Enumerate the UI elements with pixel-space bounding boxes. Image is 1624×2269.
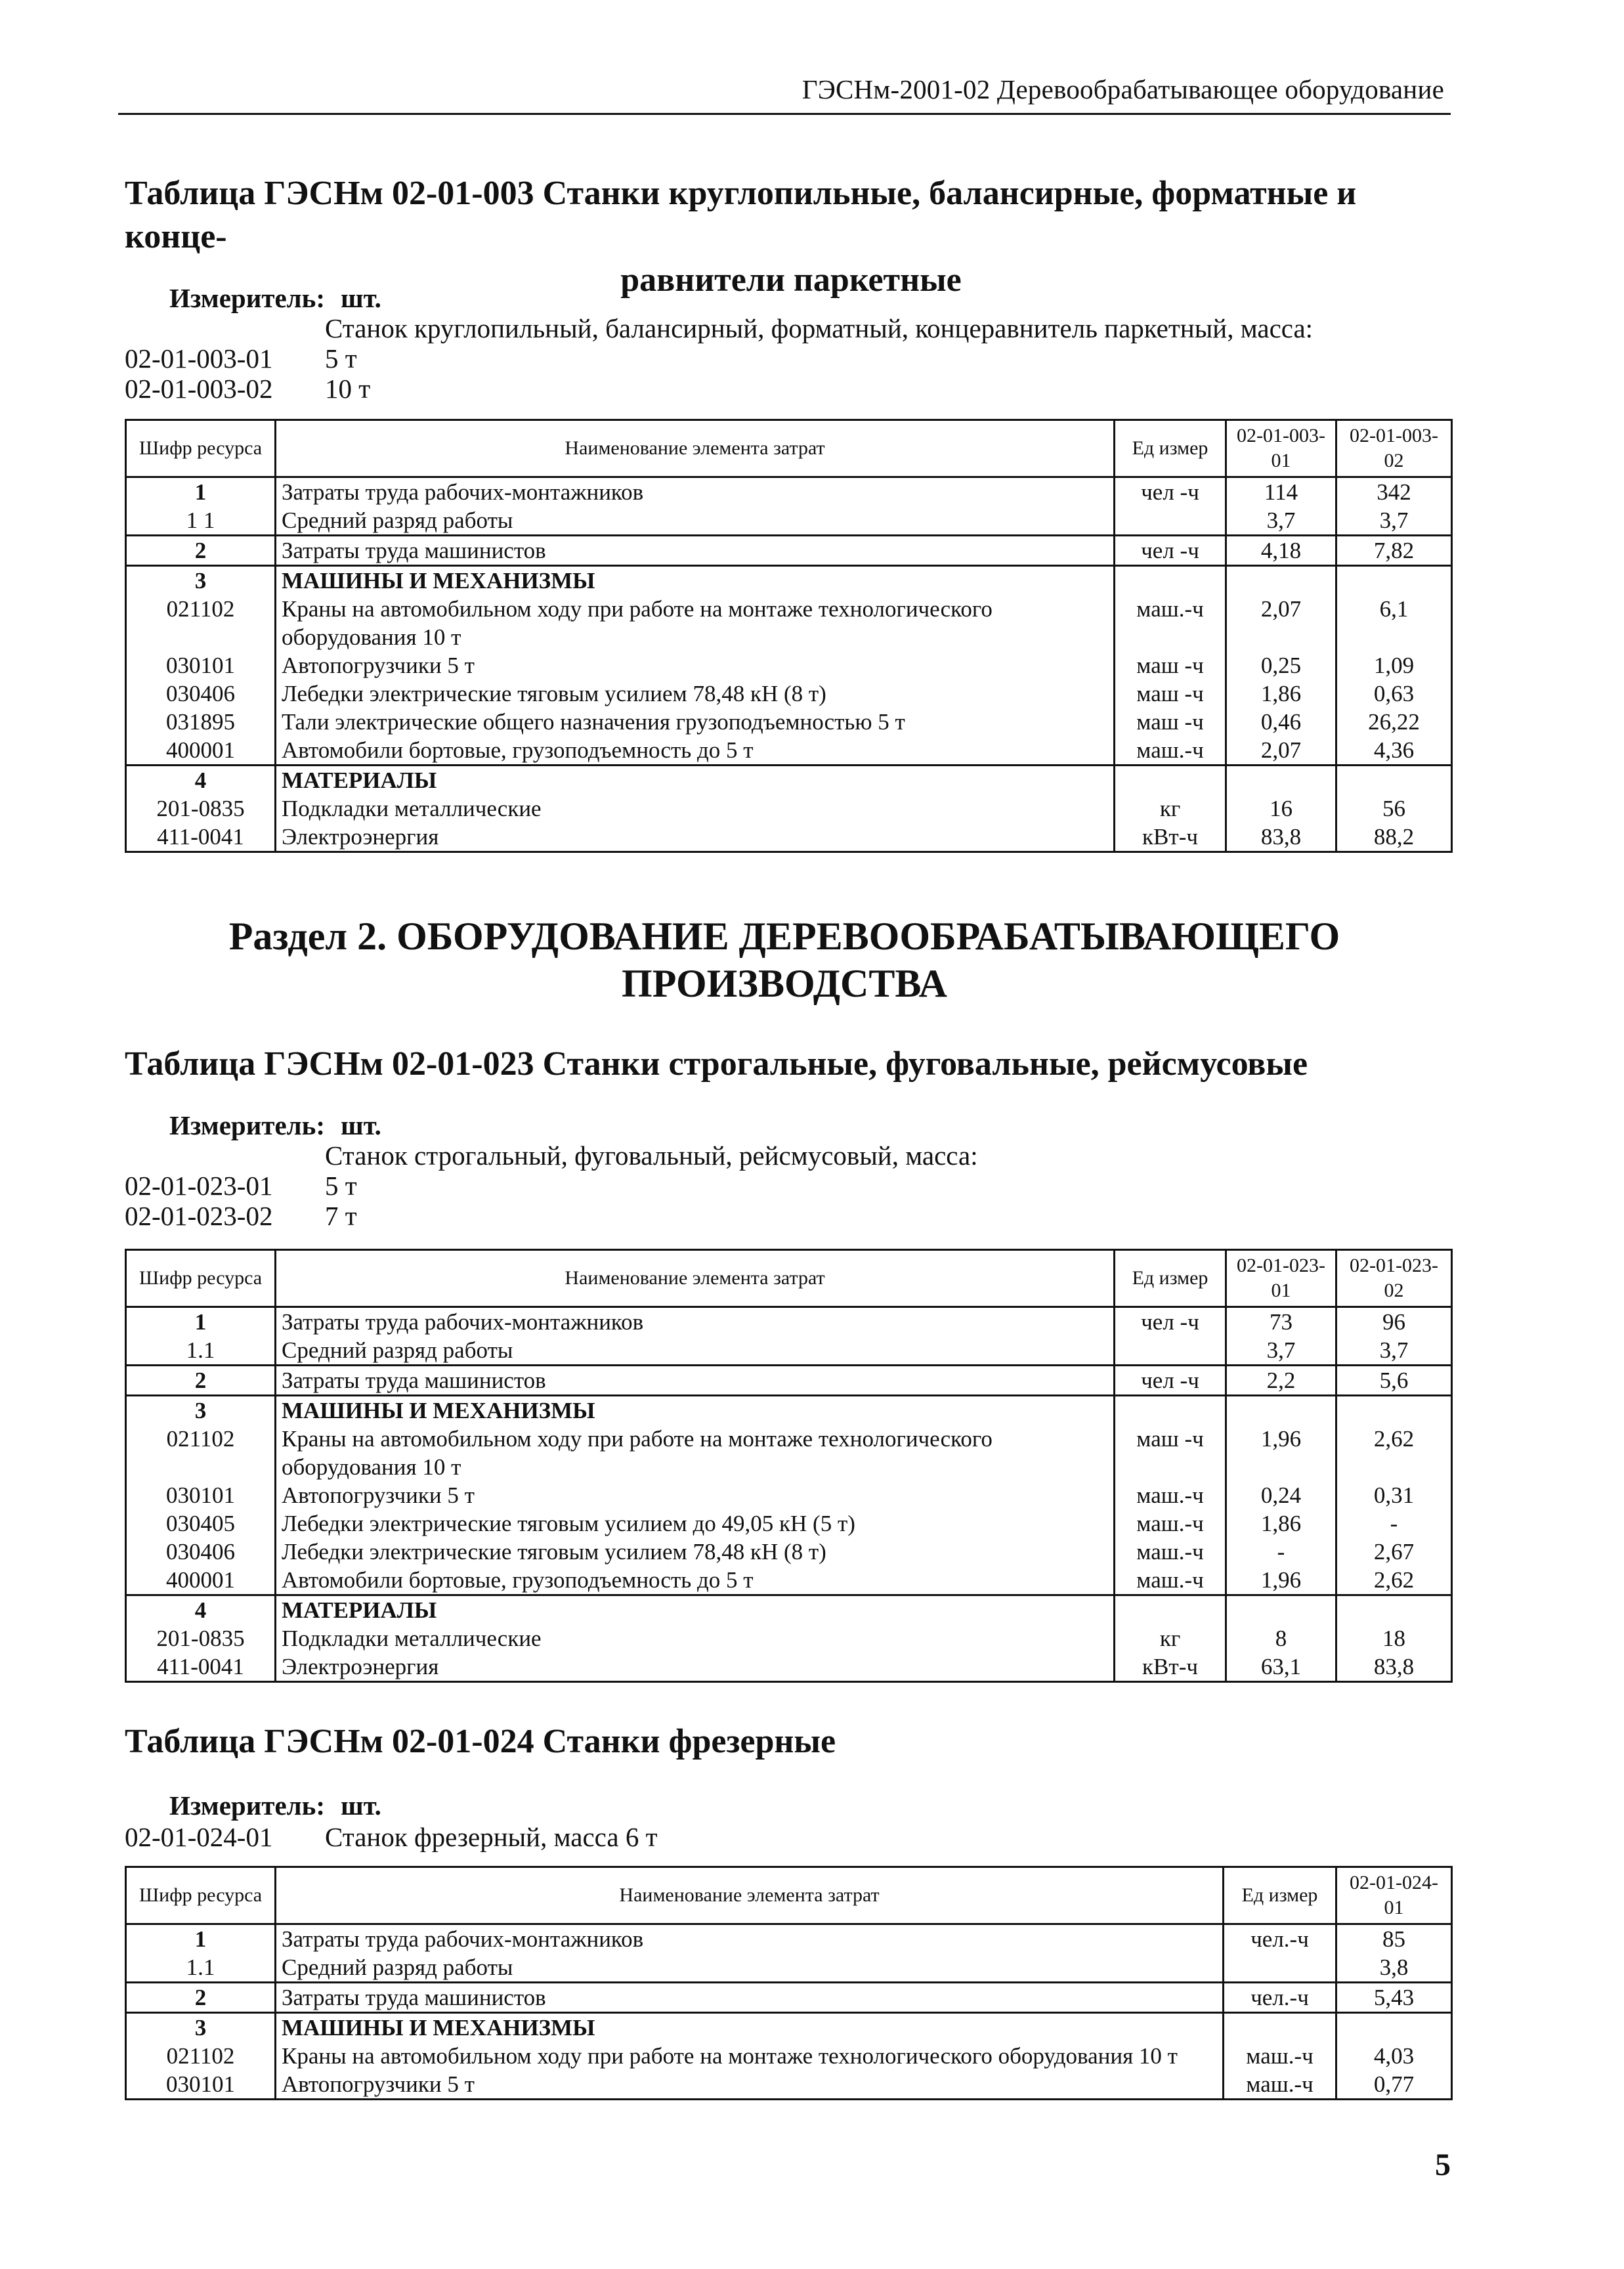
element-name-cell: Затраты труда рабочих-монтажников <box>276 1924 1224 1954</box>
table-row <box>126 536 1452 566</box>
resource-code-cell: 1.1 <box>126 1953 276 1983</box>
unit-cell <box>1224 2013 1336 2042</box>
resource-code-cell: 030101 <box>126 2070 276 2100</box>
resource-code-cell: 030101 <box>126 1481 276 1509</box>
resource-code-cell: 4 <box>126 1595 276 1625</box>
element-name-cell: Лебедки электрические тяговым усилием 78,48 кН (8 т) <box>276 680 1115 708</box>
table-row <box>126 651 1452 680</box>
unit-cell: маш -ч <box>1115 708 1226 736</box>
header-resource-code: Шифр ресурса <box>126 420 276 477</box>
value-cell-1: 1,96 <box>1226 1425 1336 1481</box>
code: 02-01-003-01 <box>125 343 273 374</box>
table2-title: Таблица ГЭСНм 02-01-023 Станки строгальные, фуговальные, рейсмусовые <box>125 1045 1308 1083</box>
value-cell-2: 5,6 <box>1336 1366 1452 1396</box>
resource-code-cell: 2 <box>126 1983 276 2013</box>
resource-code-cell: 400001 <box>126 1566 276 1595</box>
value-cell-2: 26,22 <box>1336 708 1452 736</box>
meter-label: Измеритель: <box>169 1790 326 1821</box>
resource-code-cell: 411-0041 <box>126 1653 276 1682</box>
header-col-1: 02-01-023-01 <box>1226 1250 1336 1307</box>
unit-cell: маш.-ч <box>1224 2042 1336 2070</box>
element-name-cell: Средний разряд работы <box>276 1336 1115 1366</box>
resource-code-cell: 3 <box>126 566 276 595</box>
unit-cell <box>1224 1953 1336 1983</box>
value-cell-2: 342 <box>1336 477 1452 507</box>
element-name-cell: Автопогрузчики 5 т <box>276 1481 1115 1509</box>
value-cell-1 <box>1226 766 1336 795</box>
value-cell-1: 1,86 <box>1226 680 1336 708</box>
element-name-cell: Затраты труда рабочих-монтажников <box>276 477 1115 507</box>
value-cell-2: 2,62 <box>1336 1425 1452 1481</box>
value-cell-1: 83,8 <box>1226 823 1336 852</box>
unit-cell: маш.-ч <box>1115 1566 1226 1595</box>
value-cell-1: 2,2 <box>1226 1366 1336 1396</box>
table3-title: Таблица ГЭСНм 02-01-024 Станки фрезерные <box>125 1723 836 1760</box>
table-row <box>126 823 1452 852</box>
unit-cell: маш -ч <box>1115 1425 1226 1481</box>
header-rule <box>118 113 1451 115</box>
table-row <box>126 1624 1452 1653</box>
header-element-name: Наименование элемента затрат <box>276 1867 1224 1924</box>
element-name-cell: Автопогрузчики 5 т <box>276 2070 1224 2100</box>
code-value: 10 т <box>325 374 371 404</box>
element-name-cell: Подкладки металлические <box>276 1624 1115 1653</box>
value-cell-2: 1,09 <box>1336 651 1452 680</box>
element-name-cell: Лебедки электрические тяговым усилием 78,48 кН (8 т) <box>276 1538 1115 1566</box>
table2 <box>125 1249 1453 1683</box>
header-unit: Ед измер <box>1115 420 1226 477</box>
value-cell-1: 63,1 <box>1226 1653 1336 1682</box>
value-cell-1: 2,07 <box>1226 736 1336 766</box>
header-col-2: 02-01-003-02 <box>1336 420 1452 477</box>
unit-cell <box>1115 566 1226 595</box>
resource-code-cell: 201-0835 <box>126 1624 276 1653</box>
unit-cell: маш.-ч <box>1224 2070 1336 2100</box>
element-name-cell: Электроэнергия <box>276 1653 1115 1682</box>
value-cell-2: 56 <box>1336 794 1452 823</box>
table-header-row <box>126 1867 1452 1924</box>
value-cell-1: 0,46 <box>1226 708 1336 736</box>
value-cell-2 <box>1336 1595 1452 1625</box>
section-title-line1: Раздел 2. ОБОРУДОВАНИЕ ДЕРЕВООБРАБАТЫВАЮЩЕГО <box>228 915 1340 958</box>
value-cell-1: 73 <box>1226 1307 1336 1337</box>
value-cell-1: 0,24 <box>1226 1481 1336 1509</box>
header-col-2: 02-01-023-02 <box>1336 1250 1452 1307</box>
resource-code-cell: 030406 <box>126 680 276 708</box>
element-name-cell: Автомобили бортовые, грузоподъемность до 5 т <box>276 1566 1115 1595</box>
value-cell-1: 4,18 <box>1226 536 1336 566</box>
table2-subhead: Станок строгальный, фуговальный, рейсмусовый, масса: <box>325 1140 978 1171</box>
unit-cell: чел -ч <box>1115 1366 1226 1396</box>
resource-code-cell: 021102 <box>126 595 276 651</box>
header-unit: Ед измер <box>1224 1867 1336 1924</box>
table3-code-line <box>125 1821 658 1853</box>
unit-cell <box>1115 1396 1226 1425</box>
value-cell-1: 4,03 <box>1336 2042 1452 2070</box>
table-row <box>126 2013 1452 2042</box>
resource-code-cell: 201-0835 <box>126 794 276 823</box>
table-row <box>126 766 1452 795</box>
header-resource-code: Шифр ресурса <box>126 1250 276 1307</box>
element-name-cell: Затраты труда машинистов <box>276 536 1115 566</box>
unit-cell: чел -ч <box>1115 1307 1226 1337</box>
unit-cell: кг <box>1115 794 1226 823</box>
value-cell-1: 0,25 <box>1226 651 1336 680</box>
value-cell-2: 4,36 <box>1336 736 1452 766</box>
table-row <box>126 1336 1452 1366</box>
value-cell-1: 85 <box>1336 1924 1452 1954</box>
table-row <box>126 1566 1452 1595</box>
table-row <box>126 1924 1452 1954</box>
value-cell-2: 3,7 <box>1336 1336 1452 1366</box>
table3-meter <box>169 1790 381 1821</box>
value-cell-1: 2,07 <box>1226 595 1336 651</box>
header-unit: Ед измер <box>1115 1250 1226 1307</box>
element-name-cell: Затраты труда машинистов <box>276 1366 1115 1396</box>
unit-cell: кВт-ч <box>1115 823 1226 852</box>
resource-code-cell: 021102 <box>126 1425 276 1481</box>
element-name-cell: Автопогрузчики 5 т <box>276 651 1115 680</box>
value-cell-2 <box>1336 566 1452 595</box>
value-cell-1: 1,96 <box>1226 1566 1336 1595</box>
resource-code-cell: 1 <box>126 1924 276 1954</box>
table2-meter <box>169 1110 381 1141</box>
resource-code-cell: 411-0041 <box>126 823 276 852</box>
element-name-cell: Краны на автомобильном ходу при работе на монтаже технологического оборудования 10 т <box>276 2042 1224 2070</box>
resource-code-cell: 1 <box>126 477 276 507</box>
code: 02-01-024-01 <box>125 1822 273 1852</box>
element-name-cell: Тали электрические общего назначения грузоподъемностью 5 т <box>276 708 1115 736</box>
value-cell-2: 3,7 <box>1336 506 1452 536</box>
table-header-row <box>126 1250 1452 1307</box>
element-name-cell: Краны на автомобильном ходу при работе на монтаже технологического оборудования 10 т <box>276 1425 1115 1481</box>
resource-code-cell: 4 <box>126 766 276 795</box>
resource-code-cell: 1.1 <box>126 1336 276 1366</box>
table-row <box>126 1396 1452 1425</box>
element-name-cell: Затраты труда машинистов <box>276 1983 1224 2013</box>
table1-title-line1: Таблица ГЭСНм 02-01-003 Станки круглопильные, балансирные, форматные и конце- <box>125 175 1357 255</box>
unit-cell <box>1115 766 1226 795</box>
unit-cell <box>1115 506 1226 536</box>
table-row <box>126 506 1452 536</box>
value-cell-2: 96 <box>1336 1307 1452 1337</box>
code: 02-01-023-02 <box>125 1201 273 1231</box>
element-name-cell: МАШИНЫ И МЕХАНИЗМЫ <box>276 1396 1115 1425</box>
table-row <box>126 1653 1452 1682</box>
section-title-line2: ПРОИЗВОДСТВА <box>622 962 947 1005</box>
table1-code-line <box>125 343 357 374</box>
element-name-cell: Подкладки металлические <box>276 794 1115 823</box>
table-row <box>126 1953 1452 1983</box>
value-cell-1: 3,8 <box>1336 1953 1452 1983</box>
resource-code-cell: 400001 <box>126 736 276 766</box>
unit-cell: чел.-ч <box>1224 1983 1336 2013</box>
unit-cell: маш -ч <box>1115 680 1226 708</box>
value-cell-2: 83,8 <box>1336 1653 1452 1682</box>
table-row <box>126 566 1452 595</box>
resource-code-cell: 030405 <box>126 1509 276 1538</box>
meter-label: Измеритель: <box>169 283 326 313</box>
table-row <box>126 2042 1452 2070</box>
code-value: Станок фрезерный, масса 6 т <box>325 1822 658 1852</box>
table2-code-line <box>125 1200 357 1232</box>
table-row <box>126 1366 1452 1396</box>
resource-code-cell: 031895 <box>126 708 276 736</box>
table-row <box>126 1425 1452 1481</box>
unit-cell: маш.-ч <box>1115 1538 1226 1566</box>
table3 <box>125 1866 1453 2100</box>
value-cell-1: - <box>1226 1538 1336 1566</box>
element-name-cell: Затраты труда рабочих-монтажников <box>276 1307 1115 1337</box>
table-row <box>126 736 1452 766</box>
value-cell-2: 18 <box>1336 1624 1452 1653</box>
value-cell-1 <box>1226 1595 1336 1625</box>
running-header: ГЭСНм-2001-02 Деревообрабатывающее оборудование <box>801 74 1444 104</box>
value-cell-1: 8 <box>1226 1624 1336 1653</box>
resource-code-cell: 1 <box>126 1307 276 1337</box>
unit-cell: чел.-ч <box>1224 1924 1336 1954</box>
header-element-name: Наименование элемента затрат <box>276 1250 1115 1307</box>
value-cell-2 <box>1336 1396 1452 1425</box>
value-cell-2: - <box>1336 1509 1452 1538</box>
table1-code-line <box>125 373 370 404</box>
value-cell-1 <box>1336 2013 1452 2042</box>
table-row <box>126 1595 1452 1625</box>
value-cell-2: 6,1 <box>1336 595 1452 651</box>
unit-cell: кг <box>1115 1624 1226 1653</box>
table-row <box>126 1307 1452 1337</box>
value-cell-2: 7,82 <box>1336 536 1452 566</box>
unit-cell: чел -ч <box>1115 536 1226 566</box>
resource-code-cell: 3 <box>126 2013 276 2042</box>
unit-cell <box>1115 1595 1226 1625</box>
resource-code-cell: 1 1 <box>126 506 276 536</box>
header-col-1: 02-01-003-01 <box>1226 420 1336 477</box>
table1-meter <box>169 282 381 314</box>
table-row <box>126 477 1452 507</box>
element-name-cell: Средний разряд работы <box>276 506 1115 536</box>
element-name-cell: Электроэнергия <box>276 823 1115 852</box>
value-cell-1: 5,43 <box>1336 1983 1452 2013</box>
element-name-cell: Автомобили бортовые, грузоподъемность до 5 т <box>276 736 1115 766</box>
header-element-name: Наименование элемента затрат <box>276 420 1115 477</box>
value-cell-2: 88,2 <box>1336 823 1452 852</box>
unit-cell: кВт-ч <box>1115 1653 1226 1682</box>
table-header-row <box>126 420 1452 477</box>
element-name-cell: МАТЕРИАЛЫ <box>276 766 1115 795</box>
element-name-cell: Лебедки электрические тяговым усилием до 49,05 кН (5 т) <box>276 1509 1115 1538</box>
value-cell-1: 3,7 <box>1226 506 1336 536</box>
table-row <box>126 680 1452 708</box>
value-cell-2 <box>1336 766 1452 795</box>
unit-cell <box>1115 1336 1226 1366</box>
table-row <box>126 708 1452 736</box>
resource-code-cell: 2 <box>126 536 276 566</box>
element-name-cell: Краны на автомобильном ходу при работе на монтаже технологического оборудования 10 т <box>276 595 1115 651</box>
unit-cell: маш.-ч <box>1115 1481 1226 1509</box>
meter-value: шт. <box>341 283 381 313</box>
code: 02-01-003-02 <box>125 374 273 404</box>
resource-code-cell: 2 <box>126 1366 276 1396</box>
table1 <box>125 419 1453 853</box>
code-value: 5 т <box>325 1171 357 1201</box>
resource-code-cell: 3 <box>126 1396 276 1425</box>
resource-code-cell: 030406 <box>126 1538 276 1566</box>
table-row <box>126 2070 1452 2100</box>
element-name-cell: Средний разряд работы <box>276 1953 1224 1983</box>
table-row <box>126 1509 1452 1538</box>
table1-title-line2: равнители паркетные <box>620 261 962 299</box>
unit-cell: маш.-ч <box>1115 1509 1226 1538</box>
value-cell-1: 114 <box>1226 477 1336 507</box>
unit-cell: маш.-ч <box>1115 595 1226 651</box>
table-row <box>126 1538 1452 1566</box>
value-cell-1: 1,86 <box>1226 1509 1336 1538</box>
value-cell-1: 16 <box>1226 794 1336 823</box>
value-cell-2: 2,67 <box>1336 1538 1452 1566</box>
value-cell-1 <box>1226 566 1336 595</box>
meter-label: Измеритель: <box>169 1110 326 1140</box>
code-value: 7 т <box>325 1201 357 1231</box>
table-row <box>126 595 1452 651</box>
resource-code-cell: 021102 <box>126 2042 276 2070</box>
table2-code-line <box>125 1170 357 1201</box>
table-row <box>126 794 1452 823</box>
header-resource-code: Шифр ресурса <box>126 1867 276 1924</box>
meter-value: шт. <box>341 1110 381 1140</box>
value-cell-2: 0,31 <box>1336 1481 1452 1509</box>
meter-value: шт. <box>341 1790 381 1821</box>
element-name-cell: МАТЕРИАЛЫ <box>276 1595 1115 1625</box>
value-cell-2: 2,62 <box>1336 1566 1452 1595</box>
value-cell-1: 0,77 <box>1336 2070 1452 2100</box>
unit-cell: чел -ч <box>1115 477 1226 507</box>
code-value: 5 т <box>325 343 357 374</box>
table-row <box>126 1983 1452 2013</box>
value-cell-1 <box>1226 1396 1336 1425</box>
code: 02-01-023-01 <box>125 1171 273 1201</box>
page-number: 5 <box>1435 2148 1451 2182</box>
table-row <box>126 1481 1452 1509</box>
value-cell-1: 3,7 <box>1226 1336 1336 1366</box>
element-name-cell: МАШИНЫ И МЕХАНИЗМЫ <box>276 566 1115 595</box>
element-name-cell: МАШИНЫ И МЕХАНИЗМЫ <box>276 2013 1224 2042</box>
resource-code-cell: 030101 <box>126 651 276 680</box>
table1-subhead: Станок круглопильный, балансирный, форматный, концеравнитель паркетный, масса: <box>325 313 1314 343</box>
unit-cell: маш.-ч <box>1115 736 1226 766</box>
unit-cell: маш -ч <box>1115 651 1226 680</box>
header-col-1: 02-01-024-01 <box>1336 1867 1452 1924</box>
section-title <box>118 913 1451 1007</box>
value-cell-2: 0,63 <box>1336 680 1452 708</box>
